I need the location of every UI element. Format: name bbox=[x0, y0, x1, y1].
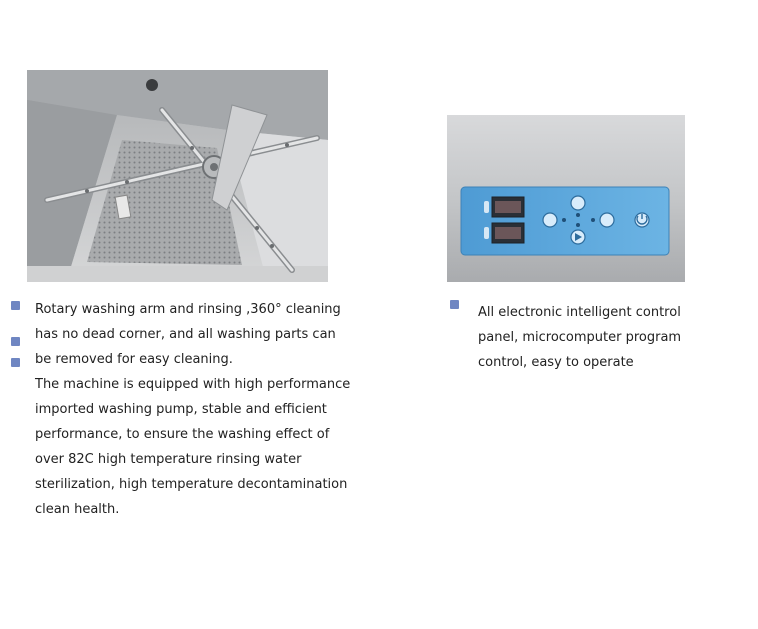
left-description-line: Rotary washing arm and rinsing ,360° cleaning bbox=[35, 302, 341, 317]
left-description-line: be removed for easy cleaning. bbox=[35, 352, 233, 367]
right-description-line: control, easy to operate bbox=[478, 355, 634, 370]
left-description-line: sterilization, high temperature decontamination bbox=[35, 477, 348, 492]
left-description-line: has no dead corner, and all washing parts can bbox=[35, 327, 336, 342]
bullet-icon bbox=[450, 300, 459, 309]
bullet-icon bbox=[11, 358, 20, 367]
left-description-line: over 82C high temperature rinsing water bbox=[35, 452, 302, 467]
left-description-line: The machine is equipped with high performance bbox=[35, 377, 351, 392]
right-description-line: panel, microcomputer program bbox=[478, 330, 682, 345]
left-description-line: clean health. bbox=[35, 502, 120, 517]
right-description-line: All electronic intelligent control bbox=[478, 305, 681, 320]
bullet-icon bbox=[11, 301, 20, 310]
wash-arm-photo bbox=[27, 70, 328, 282]
bullet-icon bbox=[11, 337, 20, 346]
left-description-line: imported washing pump, stable and efficient bbox=[35, 402, 327, 417]
left-description-line: performance, to ensure the washing effect of bbox=[35, 427, 330, 442]
control-panel-photo bbox=[447, 115, 685, 282]
